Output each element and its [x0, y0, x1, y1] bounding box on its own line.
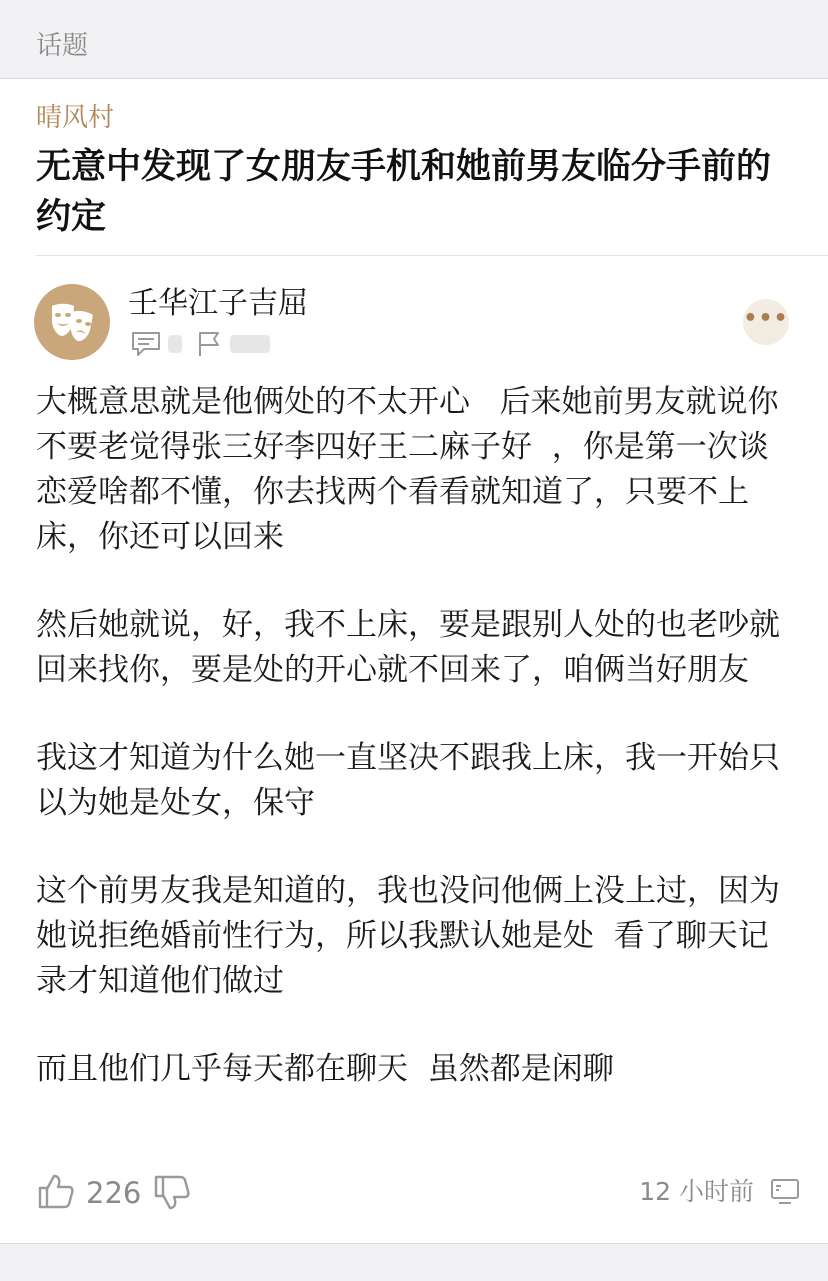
more-options-button[interactable]: •••: [743, 299, 789, 345]
like-count: 226: [86, 1176, 142, 1210]
post-footer: [0, 1164, 828, 1220]
post-paragraph: 而且他们几乎每天都在聊天 虽然都是闲聊: [36, 1051, 614, 1087]
post-time: 12 小时前: [639, 1177, 754, 1206]
post-paragraph: 然后她就说，好，我不上床，要是跟别人处的也老吵就回来找你，要是处的开心就不回来了，咱俩当好朋友: [36, 607, 780, 688]
page-title: 话题: [36, 31, 89, 61]
avatar[interactable]: [34, 284, 110, 360]
comment-icon: [130, 330, 162, 362]
screen-icon[interactable]: [770, 1178, 800, 1210]
top-bar: [0, 0, 828, 79]
village-label[interactable]: 晴风村: [36, 103, 115, 133]
post-title: 无意中发现了女朋友手机和她前男友临分手前的约定: [36, 147, 772, 237]
divider: [36, 255, 828, 256]
blurred-meta: [230, 335, 270, 353]
post-paragraph: 这个前男友我是知道的，我也没问他俩上没上过，因为她说拒绝婚前性行为，所以我默认她是处 看了聊天记录才知道他们做过: [36, 873, 780, 999]
bottom-bar: [0, 1243, 828, 1281]
theater-mask-icon: [34, 284, 110, 360]
post-paragraph: 大概意思就是他俩处的不太开心 后来她前男友就说你不要老觉得张三好李四好王二麻子好 ，你是第一次谈恋爱啥都不懂，你去找两个看看就知道了，只要不上床，你还可以回来: [36, 384, 779, 555]
thumbs-up-icon[interactable]: [36, 1171, 76, 1215]
flag-icon: [196, 330, 224, 362]
post-body: [36, 380, 796, 1135]
blurred-meta: [168, 335, 182, 353]
post-paragraph: 我这才知道为什么她一直坚决不跟我上床，我一开始只以为她是处女，保守: [36, 740, 780, 821]
thumbs-down-icon[interactable]: [152, 1173, 192, 1217]
author-name[interactable]: 壬华江子吉屈: [128, 286, 308, 321]
